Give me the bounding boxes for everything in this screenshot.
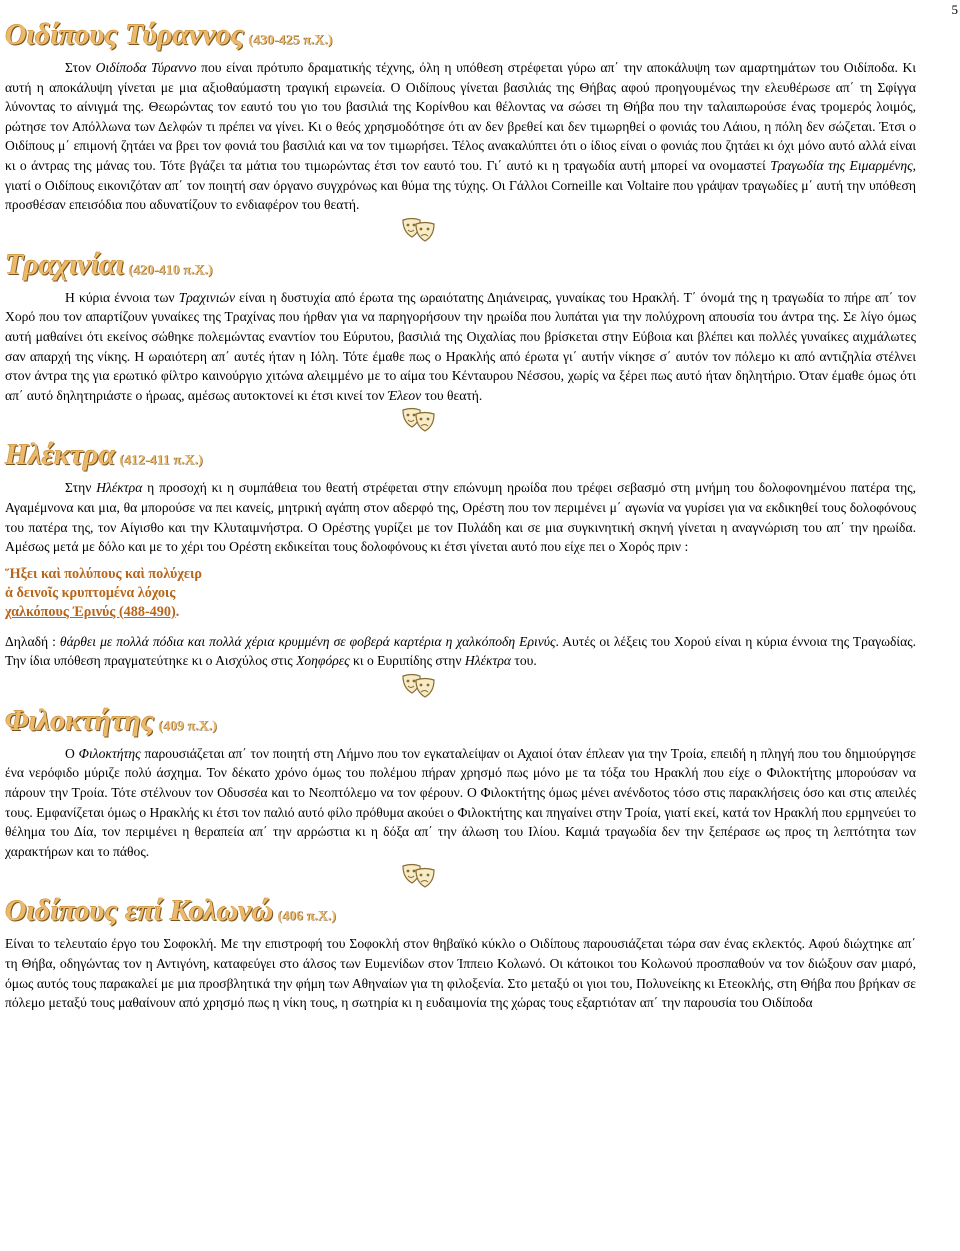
section-paragraph: Στην Ηλέκτρα η προσοχή κι η συμπάθεια του θεατή στρέφεται στην επώνυμη ηρωίδα που τρέφει σεβασμό στη μνήμη του δολοφονημένου πατέρα της, Αγαμέμνονα και μια, θα μπορούσε να πει κανείς, μητρική αγάπη στον αδερφό της, Ορέστη που τον περιμένει μ΄ αγωνία να γυρίσει για να εκδικηθεί τους δολοφόνους του πατέρα της, τον Αίγισθο και την Κλυταιμνήστρα. Ο Ορέστης γυρίζει με τον Πυλάδη και σε μια συγκινητική σκηνή γίνεται η αναγνώριση του απ΄ την ηρωίδα. Αμέσως μετά με δόλο και με το χέρι του Ορέστη εκδικείται τους δολοφόνους κι έτσι γίνεται αυτό που είχε πει ο Χορός πριν : bbox=[5, 480, 916, 555]
italic-term: Έλεον bbox=[387, 387, 422, 403]
section-title: Ηλέκτρα (412-411 π.Χ.) bbox=[5, 438, 203, 472]
section-title: Οιδίπους Τύραννος (430-425 π.Χ.) bbox=[5, 18, 333, 51]
theater-masks-icon bbox=[400, 863, 438, 889]
section-paragraph: Στον Οιδίποδα Τύραννο που είναι πρότυπο δραματικής τέχνης, όλη η υπόθεση στρέφεται γύρω απ΄ την αποκάλυψη των αμαρτημάτων του Οιδίποδα. Κι αυτή η αποκάλυψη γίνεται με μια αξιοθαύμαστη τραγική ειρωνεία. Ο Οιδίπους γίνεται βασιλιάς της Θήβας αφού προηγουμένως την ελευθέρωσε απ΄ τη Σφίγγα λύνοντας το αίνιγμά της. Θεωρώντας τον εαυτό του γιο του βασιλιά της Κορίνθου και θέλοντας να σώσει τη Θήβα που την ταλαιπωρούσε ένας τρομερός λοιμός, ρώτησε τον Απόλλωνα των Δελφών τι πρέπει να γίνει. Κι ο θεός χρησμοδότησε ότι αν δεν βρεθεί και δεν τιμωρηθεί ο φονιάς του Λάιου, η πόλη δεν σώζεται. Έτσι ο Οιδίπους μ΄ επιμονή ζητάει να βρει τον φονιά του βασιλιά και να τον τιμωρήσει. Τέλος ανακαλύπτει ότι ο ίδιος είναι ο φονιάς που ζητάει κι όχι μόνο αυτό αλλά είναι κι ο άντρας της μάνας του. Τότε βγάζει τα μάτια του τιμωρώντας έτσι τον εαυτό του. Γι΄ αυτό κι η τραγωδία αυτή μπορεί να ονομαστεί Τραγωδία της Ειμαρμένης, γιατί ο Οιδίπους εικονιζόταν απ΄ τον ποιητή σαν όργανο συγχρόνως και θύμα της τύχης. Οι Γάλλοι Corneille και Voltaire που γράψαν τραγωδίες μ΄ αυτή την υπόθεση προσθέσαν επεισόδια που αδυνατίζουν το ενδιαφέρον του θεατή. bbox=[5, 60, 916, 213]
section-paragraph: Η κύρια έννοια των Τραχινιών είναι η δυστυχία από έρωτα της ωραιότατης Δηιάνειρας, γυναίκας του Ηρακλή. Τ΄ όνομά της η τραγωδία το πήρε απ΄ τον Χορό που τον απαρτίζουν γυναίκες της Τραχίνας που ήρθαν για να παρηγορήσουν την ηρωίδα που λυπάται για την πολύχρονη απουσία του άντρα της. Σε λίγο όμως αυτή μαθαίνει ότι εκείνος σώθηκε πολεμώντας εναντίον του Εύρυτου, βασιλιά της Οιχαλίας που βρίσκεται στην Εύβοια και βλέπει και πολλές γυναίκες αιχμάλωτες σαν απαρχή της νίκης. Η ωραιότερη απ΄ αυτές ήταν η Ιόλη. Τότε έμαθε πως ο Ηρακλής από έρωτα γι΄ αυτήν νίκησε σ΄ αυτόν τον πόλεμο κι από αντιζηλία στέλνει στον άντρα της για ερωτικό φίλτρο καινούργιο χιτώνα αλειμμένο με το αίμα του Κένταυρου Νέσσου, χωρίς να ξέρει πως αυτό ήταν δηλητήριο. Όταν έμαθε όμως ότι απ΄ αυτό δηλητηριάστε ο ήρωας, αμέσως αυτοκτονεί κι έτσι κινεί τον Έλεον του θεατή. bbox=[5, 289, 916, 403]
italic-term: Ηλέκτρα bbox=[96, 480, 143, 496]
chorus-quote bbox=[5, 565, 916, 622]
italic-term: Χοηφόρες bbox=[296, 653, 350, 669]
section-title: Φιλοκτήτης (409 π.Χ.) bbox=[5, 703, 217, 737]
section-dates: (412-411 π.Χ.) bbox=[119, 453, 203, 469]
section-paragraph: Ο Φιλοκτήτης παρουσιάζεται απ΄ τον ποιητή στη Λήμνο που τον εγκαταλείψαν οι Αχαιοί όταν έπλεαν για την Τροία, επειδή η πληγή που του δημιούργησε ένα νερόφιδο μύριζε πολύ άσχημα. Τον δέκατο χρόνο όμως του πολέμου πήραν χρησμό πως μόνο με τα τόξα του Ηρακλή που είχε ο Φιλοκτήτης μπορούσαν να πάρουν την Τροία. Τότε στέλνουν τον Οδυσσέα και το Νεοπτόλεμο να τον φέρουν. Ο Φιλοκτήτης όμως μένει ανένδοτος τόσο στις παρακλήσεις όσο και στις απειλές τους. Εμφανίζεται όμως ο Ηρακλής κι έτσι τον παλιό αυτό φίλο πρόθυμα ακούει ο Φιλοκτήτης και πηγαίνει στην Τροία, γιατί εκεί, κατά τον Ηρακλή που ερμηνεύει το θέλημα του Δία, τον περιμένει η θεραπεία απ΄ την αρρώστια κι η δόξα απ΄ την άλωση του Ιλίου. Καμιά τραγωδία δεν την ξεπέρασε ως προς τη λεπτότητα των χαρακτήρων και το πάθος. bbox=[5, 745, 916, 859]
quote-line: Ἥξει καὶ πολύπους καὶ πολύχειρ bbox=[5, 565, 202, 582]
quote-line: ἁ δεινοῖς κρυπτομένα λόχοις bbox=[5, 584, 176, 601]
italic-term: Τραγωδία της Ειμαρμένης bbox=[770, 157, 913, 173]
italic-term: Φιλοκτήτης bbox=[78, 745, 141, 761]
ornament bbox=[5, 671, 916, 701]
section-title: Οιδίπους επί Κολωνώ (406 π.Χ.) bbox=[5, 894, 336, 928]
italic-term: Τραχινιών bbox=[178, 289, 236, 305]
italic-term: Ηλέκτρα bbox=[464, 653, 512, 669]
section-dates: (406 π.Χ.) bbox=[277, 909, 336, 925]
section-paragraph: Είναι το τελευταίο έργο του Σοφοκλή. Με την επιστροφή του Σοφοκλή στον θηβαϊκό κύκλο ο Οιδίπους παρουσιάζεται τώρα σαν ένας εκλεκτός. Αφού διώχτηκε απ΄ τη Θήβα, οδηγώντας τον η Αντιγόνη, καταφεύγει στο άλσος των Ευμενίδων στον Ίππειο Κολωνό. Οι κάτοικοι του Κολωνού προσπαθούν να τον διώξουν σαν μιαρό, όμως αυτός τους παρακαλεί με μια προσβλητικά την φήμη των Αθηναίων για τη φιλοξενία. Στο μεταξύ οι γιοι του, Πολυνείκης κι Ετεοκλής, στη Θήβα που βρήκαν σε πόλεμο μεταξύ τους μαθαίνουν από χρησμό πως η νίκη τους, η σωτηρία κι η ευδαιμονία της χώρας τους εξαρτιόταν απ΄ την παρουσία του Οιδίποδα bbox=[5, 936, 916, 1011]
section-dates: (420-410 π.Χ.) bbox=[128, 262, 213, 278]
document-body bbox=[5, 18, 916, 1013]
ornament bbox=[5, 861, 916, 891]
section-dates: (430-425 π.Χ.) bbox=[248, 33, 333, 48]
theater-masks-icon bbox=[400, 217, 438, 243]
section-title: Τραχινίαι (420-410 π.Χ.) bbox=[5, 247, 213, 281]
quote-line: χαλκόπους Ἐρινύς (488-490). bbox=[5, 603, 180, 620]
theater-masks-icon bbox=[400, 407, 438, 433]
theater-masks-icon bbox=[400, 673, 438, 699]
italic-term: Οιδίποδα Τύραννο bbox=[95, 60, 197, 75]
ornament bbox=[5, 215, 916, 245]
section-paragraph: Δηλαδή : θάρθει με πολλά πόδια και πολλά χέρια κρυμμένη σε φοβερά καρτέρια η χαλκόποδη Ερινύς. Αυτές οι λέξεις του Χορού είναι η κύρια έννοια της Τραγωδίας. Την ίδια υπόθεση πραγματεύτηκε κι ο Αισχύλος στις Χοηφόρες κι ο Ευριπίδης στην Ηλέκτρα του. bbox=[5, 633, 916, 669]
ornament bbox=[5, 405, 916, 435]
page-number: 5 bbox=[951, 2, 958, 17]
italic-term: θάρθει με πολλά πόδια και πολλά χέρια κρυμμένη σε φοβερά καρτέρια η χαλκόποδη Ερινύς bbox=[59, 633, 556, 649]
section-dates: (409 π.Χ.) bbox=[158, 718, 217, 734]
